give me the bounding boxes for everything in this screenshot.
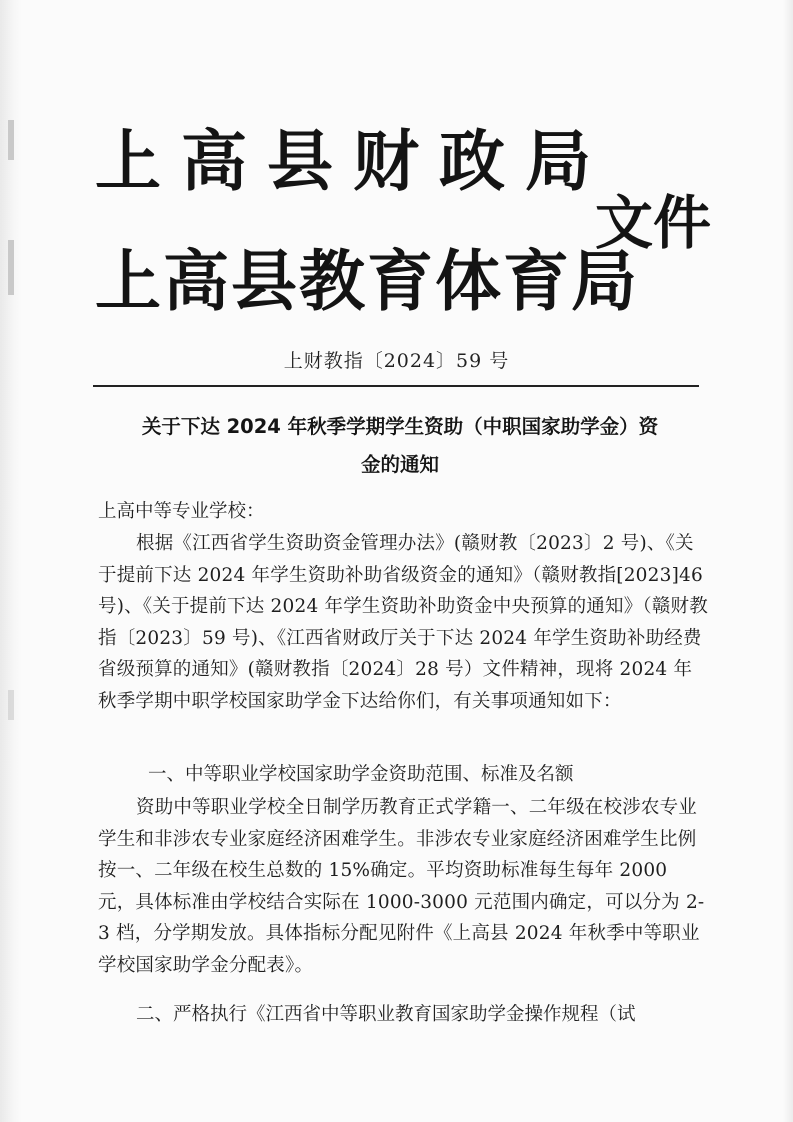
header-divider — [93, 385, 699, 387]
title-line: 关于下达 2024 年秋季学期学生资助（中职国家助学金）资 — [141, 415, 659, 438]
document-title — [90, 408, 710, 484]
paragraph-scope — [98, 792, 710, 981]
document-number: 上财教指〔2024〕59 号 — [283, 350, 510, 372]
scan-artifact — [8, 240, 14, 295]
section-heading: 二、严格执行《江西省中等职业教育国家助学金操作规程（试 — [136, 1004, 636, 1025]
paragraph-text: 资助中等职业学校全日制学历教育正式学籍一、二年级在校涉农专业学生和非涉农专业家庭经济困难学生。非涉农专业家庭经济困难学生比例按一、二年级在校生总数的 15%确定。平均资助标准每生每年 2000 元，具体标准由学校结合实际在 1000-3000 元范围内确定，可以分为 2-3 档，分学期发放。具体指标分配见附件《上高县 2024 年秋季中等职业学校国家助学金分配表》。 — [98, 797, 705, 976]
issuer-name-education: 上高县教育体育局 — [95, 243, 639, 320]
title-line: 金的通知 — [360, 453, 439, 476]
scan-shadow-left — [0, 0, 22, 1122]
paragraph-basis — [98, 528, 710, 717]
scan-artifact — [8, 120, 14, 160]
scan-shadow-right — [783, 0, 793, 1122]
scan-artifact — [8, 690, 14, 720]
issuer-name-finance: 上高县财政局 — [95, 123, 611, 200]
paragraph-text: 根据《江西省学生资助资金管理办法》(赣财教〔2023〕2 号)、《关于提前下达 2024 年学生资助补助省级资金的通知》（赣财教指[2023]46 号)、《关于提前下达 2024 年学生资助补助资金中央预算的通知》（赣财教指〔2023〕59 号)、《江西省财政厅关于下达 2024 年学生资助补助经费省级预算的通知》(赣财教指〔2024〕28 号）文件精神，现将 2024 年秋季学期中职学校国家助学金下达给你们，有关事项通知如下： — [98, 533, 708, 712]
recipient: 上高中等专业学校： — [98, 501, 265, 522]
document-type-label: 文件 — [595, 189, 712, 257]
section-heading: 一、中等职业学校国家助学金资助范围、标准及名额 — [148, 764, 574, 785]
